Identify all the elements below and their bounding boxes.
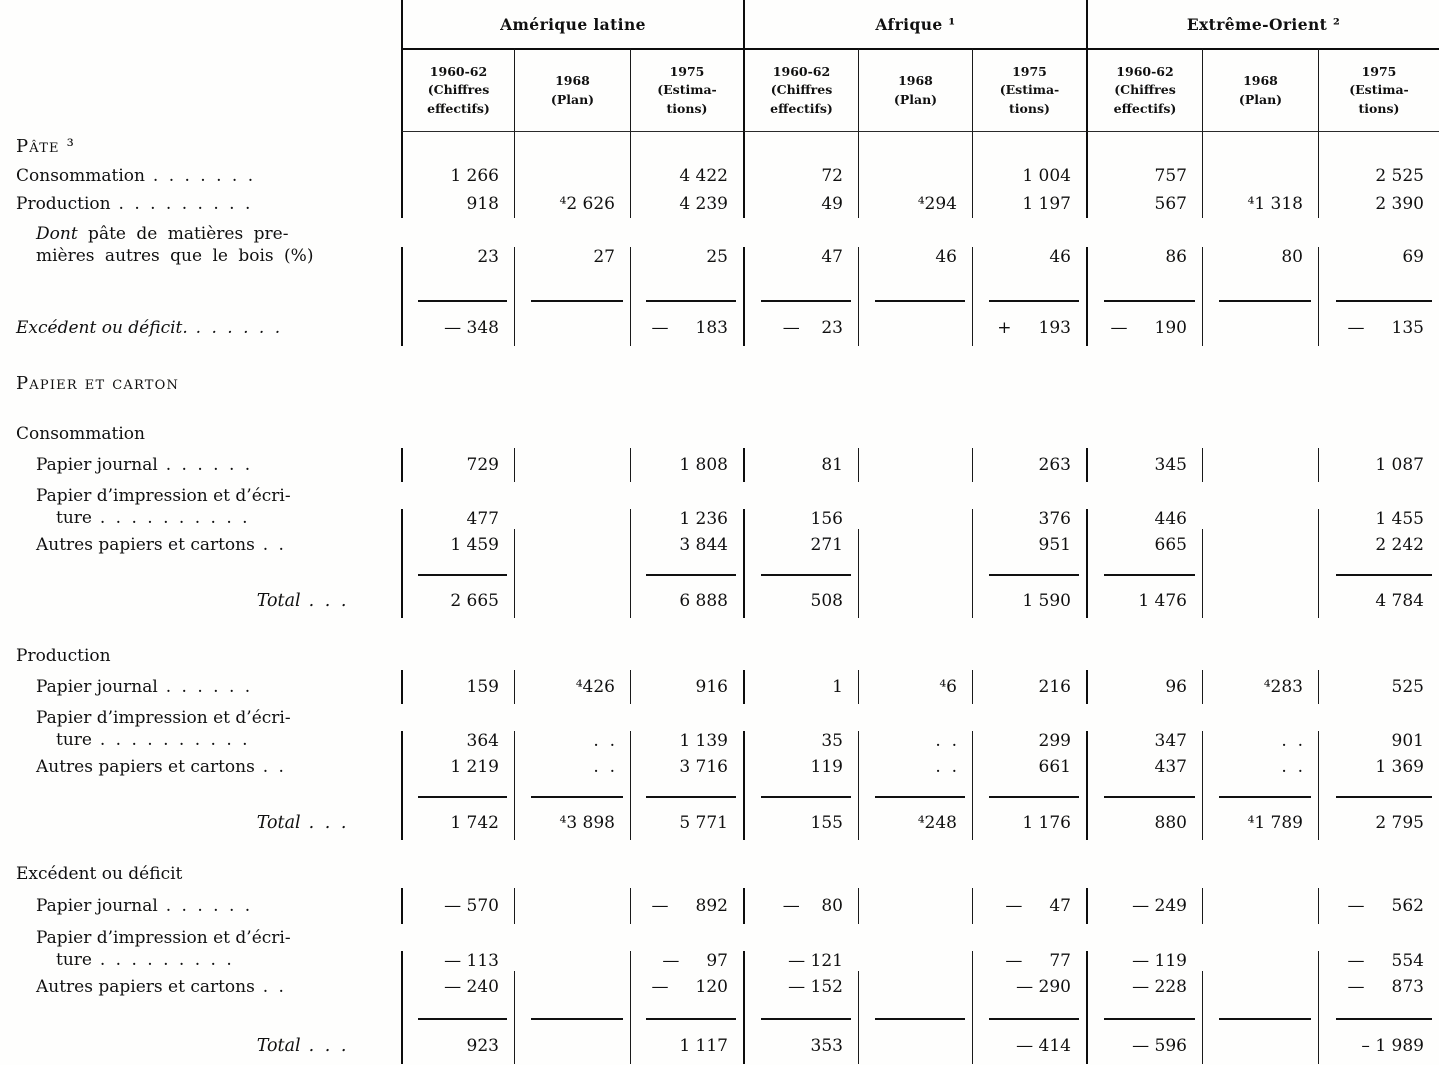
sum-rule	[989, 300, 1079, 302]
value-cell	[514, 162, 630, 190]
sum-rule	[646, 574, 736, 576]
value-cell: 46	[858, 247, 972, 270]
col-header: 1975 (Estima- tions)	[1318, 48, 1439, 132]
section-heading: Pâte ³	[16, 136, 76, 158]
total-row	[0, 806, 1439, 840]
row-label: Papier journal . . . . . .	[36, 454, 253, 475]
sum-rule	[418, 796, 507, 798]
value-cell: 216	[972, 670, 1086, 704]
row-label: Autres papiers et cartons . .	[36, 534, 287, 555]
table-row	[0, 974, 1439, 1000]
value-cell: . .	[1202, 754, 1318, 780]
value-cell: + 193	[972, 310, 1086, 346]
value-cell: 2 242	[1318, 532, 1439, 558]
value-cell: 5 771	[630, 806, 743, 840]
value-cell: 1	[743, 670, 858, 704]
value-cell: ⁴426	[514, 670, 630, 704]
value-cell: 1 455	[1318, 509, 1439, 532]
stub-header-cell	[0, 48, 401, 132]
sum-rule-row	[0, 270, 1439, 310]
value-cell: 3 716	[630, 754, 743, 780]
value-cell: 729	[401, 448, 514, 482]
row-label: Autres papiers et cartons . .	[36, 976, 287, 997]
total-label: Total . . .	[256, 1036, 349, 1056]
value-cell: 364	[401, 731, 514, 754]
sum-rule	[1104, 574, 1195, 576]
value-cell: ⁴294	[858, 190, 972, 218]
group-label: Afrique ¹	[875, 14, 956, 34]
dot-leader: . . . . . . . . . .	[91, 507, 251, 528]
value-cell: . .	[514, 754, 630, 780]
value-cell: 81	[743, 448, 858, 482]
dot-leader: . . . . . .	[157, 895, 253, 916]
group-header-extreme-orient	[1086, 0, 1439, 48]
sum-rule	[761, 300, 851, 302]
value-cell: — 554	[1318, 951, 1439, 974]
value-cell	[858, 888, 972, 924]
dot-leader: . . .	[300, 591, 349, 611]
row-label: Papier d’impression et d’écri- ture . . . . . . . . . .	[36, 707, 291, 750]
value-cell: — 183	[630, 310, 743, 346]
value-cell: — 240	[401, 974, 514, 1000]
sum-rule	[646, 1018, 736, 1020]
value-cell: 1 219	[401, 754, 514, 780]
sum-rule	[531, 300, 623, 302]
value-cell: — 121	[743, 951, 858, 974]
table-row	[0, 532, 1439, 558]
table-row	[0, 218, 1439, 270]
value-cell: 2 525	[1318, 162, 1439, 190]
table-row	[0, 190, 1439, 218]
table-row	[0, 310, 1439, 346]
sum-rule	[1219, 796, 1311, 798]
value-cell	[1202, 448, 1318, 482]
value-cell: 4 422	[630, 162, 743, 190]
table-row	[0, 448, 1439, 482]
value-cell: — 562	[1318, 888, 1439, 924]
value-cell: ⁴6	[858, 670, 972, 704]
value-cell	[1202, 310, 1318, 346]
total-row	[0, 584, 1439, 618]
sum-rule	[531, 1018, 623, 1020]
table-row	[0, 888, 1439, 924]
value-cell: 35	[743, 731, 858, 754]
value-cell: — 414	[972, 1028, 1086, 1064]
value-cell: ⁴1 789	[1202, 806, 1318, 840]
value-cell	[514, 888, 630, 924]
sum-rule-row	[0, 558, 1439, 584]
value-cell	[514, 532, 630, 558]
sum-rule	[1336, 1018, 1432, 1020]
sum-rule	[1219, 300, 1311, 302]
value-cell: 46	[972, 247, 1086, 270]
dot-leader: . . . . . . . . .	[91, 949, 235, 970]
value-cell: 1 139	[630, 731, 743, 754]
row-label: Production . . . . . . . . .	[16, 193, 253, 214]
sum-rule	[875, 300, 965, 302]
value-cell	[514, 448, 630, 482]
value-cell: — 120	[630, 974, 743, 1000]
sum-rule	[1104, 300, 1195, 302]
value-cell: 508	[743, 584, 858, 618]
value-cell: 69	[1318, 247, 1439, 270]
value-cell	[858, 162, 972, 190]
sum-rule	[761, 1018, 851, 1020]
section-row-papier-et-carton	[0, 346, 1439, 398]
col-header: 1960-62 (Chiffres effectifs)	[401, 48, 514, 132]
value-cell: 347	[1086, 731, 1202, 754]
group-label: Amérique latine	[500, 14, 646, 34]
value-cell	[514, 584, 630, 618]
value-cell: 1 117	[630, 1028, 743, 1064]
value-cell	[514, 1028, 630, 1064]
value-cell: 665	[1086, 532, 1202, 558]
value-cell: — 97	[630, 951, 743, 974]
sum-rule	[418, 1018, 507, 1020]
value-cell: 901	[1318, 731, 1439, 754]
value-cell: 437	[1086, 754, 1202, 780]
value-cell: 757	[1086, 162, 1202, 190]
value-cell: — 77	[972, 951, 1086, 974]
value-cell: 525	[1318, 670, 1439, 704]
value-cell: — 570	[401, 888, 514, 924]
sum-rule	[1104, 1018, 1195, 1020]
col-header: 1960-62 (Chiffres effectifs)	[743, 48, 858, 132]
value-cell: 155	[743, 806, 858, 840]
group-label: Extrême-Orient ²	[1186, 14, 1341, 34]
value-cell: 1 742	[401, 806, 514, 840]
value-cell: . .	[858, 731, 972, 754]
col-header: 1968 (Plan)	[514, 48, 630, 132]
subsection-heading: Consommation	[16, 423, 145, 444]
value-cell: 2 390	[1318, 190, 1439, 218]
value-cell	[858, 584, 972, 618]
value-cell: 25	[630, 247, 743, 270]
value-cell: 4 239	[630, 190, 743, 218]
row-label: Papier journal . . . . . .	[36, 895, 253, 916]
value-cell: 918	[401, 190, 514, 218]
value-cell: — 892	[630, 888, 743, 924]
value-cell: 47	[743, 247, 858, 270]
value-cell: — 80	[743, 888, 858, 924]
value-cell: — 135	[1318, 310, 1439, 346]
value-cell: 3 844	[630, 532, 743, 558]
value-cell: 1 004	[972, 162, 1086, 190]
value-cell: 1 266	[401, 162, 514, 190]
sum-rule	[1104, 796, 1195, 798]
group-header-afrique	[743, 0, 1086, 48]
value-cell: 353	[743, 1028, 858, 1064]
value-cell: 2 665	[401, 584, 514, 618]
value-cell: 2 795	[1318, 806, 1439, 840]
table-row	[0, 162, 1439, 190]
value-cell: — 290	[972, 974, 1086, 1000]
value-cell: ⁴2 626	[514, 190, 630, 218]
value-cell: — 348	[401, 310, 514, 346]
value-cell	[858, 310, 972, 346]
value-cell: — 873	[1318, 974, 1439, 1000]
value-cell: 4 784	[1318, 584, 1439, 618]
total-label: Total . . .	[256, 591, 349, 611]
value-cell: 1 459	[401, 532, 514, 558]
table-row	[0, 754, 1439, 780]
value-cell: – 1 989	[1318, 1028, 1439, 1064]
value-cell	[514, 310, 630, 346]
value-cell: — 596	[1086, 1028, 1202, 1064]
group-header-row	[0, 0, 1439, 48]
value-cell: . .	[858, 754, 972, 780]
sum-rule	[761, 574, 851, 576]
value-cell: 299	[972, 731, 1086, 754]
value-cell: 1 236	[630, 509, 743, 532]
value-cell	[514, 974, 630, 1000]
value-cell: — 190	[1086, 310, 1202, 346]
value-cell: 159	[401, 670, 514, 704]
stub-header-cell	[0, 0, 401, 48]
col-header: 1975 (Estima- tions)	[972, 48, 1086, 132]
value-cell: 1 590	[972, 584, 1086, 618]
value-cell: 880	[1086, 806, 1202, 840]
value-cell: 86	[1086, 247, 1202, 270]
dot-leader: . .	[254, 534, 287, 555]
value-cell: 446	[1086, 509, 1202, 532]
sum-rule	[646, 796, 736, 798]
subsection-row	[0, 840, 1439, 888]
value-cell: 119	[743, 754, 858, 780]
sum-rule	[989, 1018, 1079, 1020]
dot-leader: . . . . . .	[157, 454, 253, 475]
sum-rule	[989, 796, 1079, 798]
value-cell: 271	[743, 532, 858, 558]
value-cell	[858, 974, 972, 1000]
value-cell: — 119	[1086, 951, 1202, 974]
value-cell: 49	[743, 190, 858, 218]
value-cell: 916	[630, 670, 743, 704]
row-label: Autres papiers et cartons . .	[36, 756, 287, 777]
value-cell	[858, 532, 972, 558]
sum-rule	[1336, 300, 1432, 302]
value-cell: 567	[1086, 190, 1202, 218]
sum-rule	[531, 796, 623, 798]
row-label: Consommation . . . . . . .	[16, 165, 256, 186]
col-header: 1960-62 (Chiffres effectifs)	[1086, 48, 1202, 132]
sum-rule	[418, 300, 507, 302]
value-cell: ⁴3 898	[514, 806, 630, 840]
value-cell: 951	[972, 532, 1086, 558]
row-label: Papier d’impression et d’écri- ture . . . . . . . . . .	[36, 485, 291, 528]
sum-rule	[875, 796, 965, 798]
col-header: 1975 (Estima- tions)	[630, 48, 743, 132]
value-cell: 345	[1086, 448, 1202, 482]
table-row	[0, 924, 1439, 974]
value-cell	[858, 1028, 972, 1064]
sum-rule	[1219, 1018, 1311, 1020]
dot-leader: . . . . . . . . . .	[91, 729, 251, 750]
dot-leader: . . . . . .	[187, 317, 283, 338]
row-label: Papier d’impression et d’écri- ture . . . . . . . . .	[36, 927, 291, 970]
value-cell: 156	[743, 509, 858, 532]
sum-rule	[875, 1018, 965, 1020]
value-cell: 661	[972, 754, 1086, 780]
subsection-heading: Excédent ou déficit	[16, 863, 183, 884]
group-header-amerique-latine	[401, 0, 743, 48]
dot-leader: . . . . . . .	[144, 165, 256, 186]
value-cell: 1 087	[1318, 448, 1439, 482]
dot-leader: . .	[254, 756, 287, 777]
value-cell: 1 176	[972, 806, 1086, 840]
sum-rule-row	[0, 1000, 1439, 1028]
value-cell: 1 369	[1318, 754, 1439, 780]
table-row	[0, 670, 1439, 704]
value-cell: — 113	[401, 951, 514, 974]
value-cell	[1202, 584, 1318, 618]
value-cell: 80	[1202, 247, 1318, 270]
table-row	[0, 482, 1439, 532]
subsection-row	[0, 618, 1439, 670]
sum-rule	[989, 574, 1079, 576]
col-header: 1968 (Plan)	[858, 48, 972, 132]
value-cell: 27	[514, 247, 630, 270]
value-cell: — 47	[972, 888, 1086, 924]
row-label: Excédent ou déficit. . . . . . .	[16, 317, 283, 338]
value-cell: . .	[514, 731, 630, 754]
value-cell: 1 197	[972, 190, 1086, 218]
value-cell: 923	[401, 1028, 514, 1064]
value-cell: 72	[743, 162, 858, 190]
value-cell	[1202, 1028, 1318, 1064]
table-row	[0, 704, 1439, 754]
value-cell: ⁴1 318	[1202, 190, 1318, 218]
value-cell	[1202, 532, 1318, 558]
value-cell	[1202, 162, 1318, 190]
sum-rule	[1336, 574, 1432, 576]
value-cell: 1 808	[630, 448, 743, 482]
value-cell: 376	[972, 509, 1086, 532]
value-cell	[1202, 888, 1318, 924]
column-header-row	[0, 48, 1439, 132]
value-cell: — 249	[1086, 888, 1202, 924]
value-cell: — 228	[1086, 974, 1202, 1000]
dot-leader: . . . . . .	[157, 676, 253, 697]
dot-leader: . . .	[300, 1036, 349, 1056]
row-label: Papier journal . . . . . .	[36, 676, 253, 697]
value-cell	[858, 448, 972, 482]
section-row-pate	[0, 132, 1439, 162]
value-cell: 1 476	[1086, 584, 1202, 618]
value-cell: ⁴248	[858, 806, 972, 840]
value-cell: 23	[401, 247, 514, 270]
sum-rule-row	[0, 780, 1439, 806]
subsection-heading: Production	[16, 645, 111, 666]
subsection-row	[0, 398, 1439, 448]
value-cell: 6 888	[630, 584, 743, 618]
dot-leader: . . .	[300, 813, 349, 833]
sum-rule	[418, 574, 507, 576]
sum-rule	[1336, 796, 1432, 798]
value-cell: 96	[1086, 670, 1202, 704]
dot-leader: . . . . . . . . .	[110, 193, 253, 214]
value-cell: 263	[972, 448, 1086, 482]
value-cell: ⁴283	[1202, 670, 1318, 704]
section-heading: Papier et carton	[16, 372, 180, 394]
value-cell	[1202, 974, 1318, 1000]
row-label: Dont pâte de matières pre- mières autres que le bois (%)	[36, 223, 314, 266]
col-header: 1968 (Plan)	[1202, 48, 1318, 132]
sum-rule	[761, 796, 851, 798]
value-cell: . .	[1202, 731, 1318, 754]
total-label: Total . . .	[256, 813, 349, 833]
value-cell: 477	[401, 509, 514, 532]
sum-rule	[646, 300, 736, 302]
total-row	[0, 1028, 1439, 1064]
value-cell: — 152	[743, 974, 858, 1000]
dot-leader: . .	[254, 976, 287, 997]
value-cell: — 23	[743, 310, 858, 346]
